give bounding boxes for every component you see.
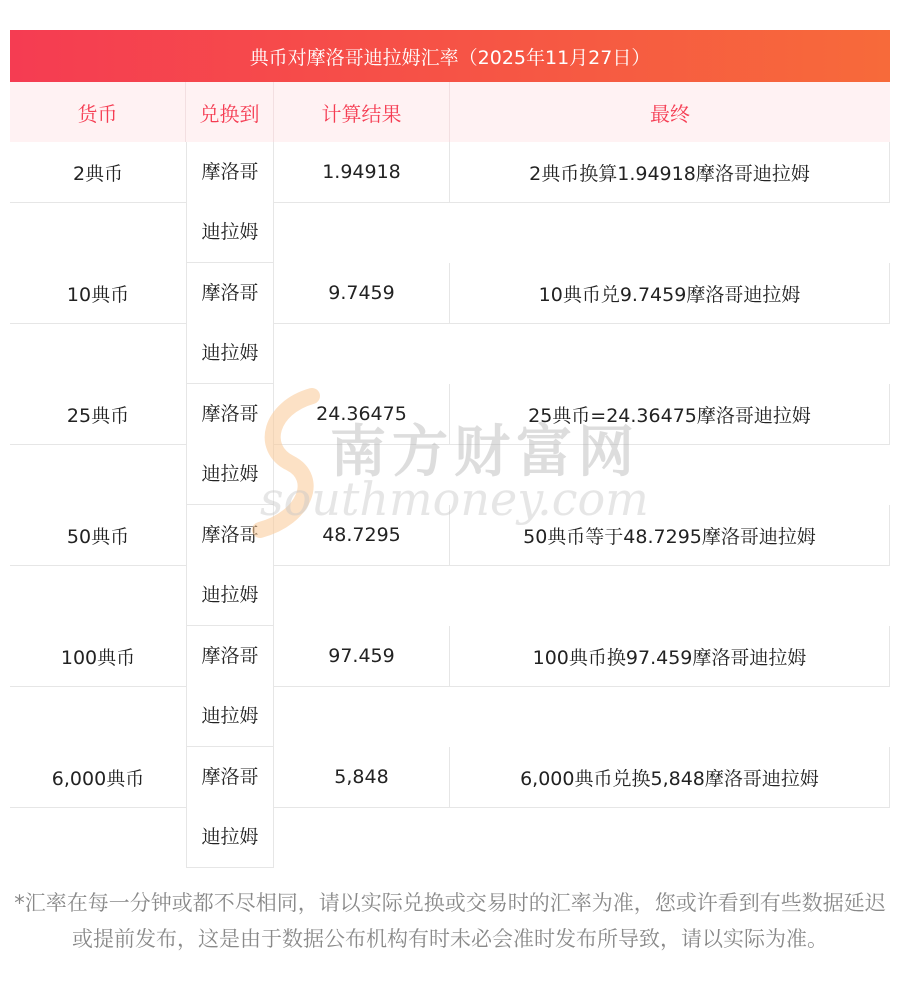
table-cell-from: 100典币	[10, 626, 186, 687]
table-cell-result: 24.36475	[274, 384, 450, 445]
table-cell-to	[186, 505, 274, 626]
header-final: 最终	[650, 101, 690, 126]
table-cell-result: 1.94918	[274, 142, 450, 203]
to-line2: 迪拉姆	[201, 584, 259, 606]
to-line2: 迪拉姆	[201, 705, 259, 727]
to-line1: 摩洛哥	[201, 524, 259, 546]
table-cell-result: 48.7295	[274, 505, 450, 566]
table-cell-from: 50典币	[10, 505, 186, 566]
to-line1: 摩洛哥	[201, 645, 259, 667]
header-currency: 货币	[10, 82, 186, 142]
to-line2: 迪拉姆	[201, 342, 259, 364]
table-cell-result: 9.7459	[274, 263, 450, 324]
table-cell-result: 5,848	[274, 747, 450, 808]
table-cell-result: 97.459	[274, 626, 450, 687]
table-cell-final: 2典币换算1.94918摩洛哥迪拉姆	[450, 142, 890, 203]
to-line2: 迪拉姆	[201, 221, 259, 243]
to-line1: 摩洛哥	[201, 282, 259, 304]
page-title: 典币对摩洛哥迪拉姆汇率（2025年11月27日）	[10, 30, 890, 82]
to-line1: 摩洛哥	[201, 403, 259, 425]
table-cell-to	[186, 142, 274, 263]
header-result: 计算结果	[274, 82, 450, 142]
table-cell-final: 10典币兑9.7459摩洛哥迪拉姆	[450, 263, 890, 324]
table-cell-from: 6,000典币	[10, 747, 186, 808]
to-line1: 摩洛哥	[201, 161, 259, 183]
to-line2: 迪拉姆	[201, 463, 259, 485]
to-line2: 迪拉姆	[201, 826, 259, 848]
table-cell-final: 6,000典币兑换5,848摩洛哥迪拉姆	[450, 747, 890, 808]
to-line1: 摩洛哥	[201, 766, 259, 788]
table-header	[10, 82, 890, 142]
table-cell-to	[186, 747, 274, 868]
table-cell-final: 100典币换97.459摩洛哥迪拉姆	[450, 626, 890, 687]
table-cell-to	[186, 626, 274, 747]
table-cell-to	[186, 263, 274, 384]
table-cell-from: 25典币	[10, 384, 186, 445]
table-cell-final: 25典币=24.36475摩洛哥迪拉姆	[450, 384, 890, 445]
table-cell-from: 2典币	[10, 142, 186, 203]
table-cell-from: 10典币	[10, 263, 186, 324]
table-cell-to	[186, 384, 274, 505]
watermark-en: southmoney.com	[260, 472, 649, 526]
table-cell-final: 50典币等于48.7295摩洛哥迪拉姆	[450, 505, 890, 566]
header-convert-to: 兑换到	[186, 82, 274, 142]
footnote: *汇率在每一分钟或都不尽相同，请以实际兑换或交易时的汇率为准，您或许看到有些数据延迟或提前发布，这是由于数据公布机构有时未必会准时发布所导致，请以实际为准。	[14, 891, 886, 951]
watermark-cn: 南方财富网	[330, 419, 640, 485]
